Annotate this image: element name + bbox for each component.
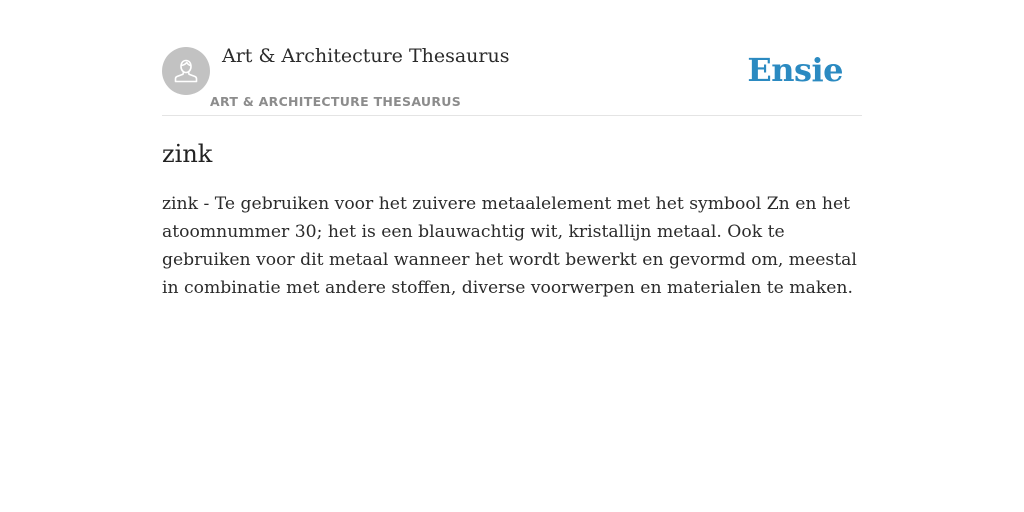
source-title[interactable]: Art & Architecture Thesaurus — [222, 45, 510, 67]
entry-definition: zink - Te gebruiken voor het zuivere metaalelement met het symbool Zn en het atoomnummer 30; het is een blauwachtig wit, kristallijn metaal. Ook te gebruiken voor dit metaal wanneer het wordt bewerkt en gevormd om, meestal in combinatie met andere stoffen, diverse voorwerpen en materialen te maken. — [162, 194, 857, 298]
source-subtitle[interactable]: ART & ARCHITECTURE THESAURUS — [210, 94, 462, 109]
entry-container — [162, 0, 862, 302]
ensie-logo[interactable]: Ensie — [747, 51, 843, 89]
entry-term: zink — [162, 140, 213, 168]
entry-header — [162, 0, 862, 116]
source-avatar[interactable] — [162, 47, 210, 95]
user-silhouette-icon — [172, 57, 200, 85]
